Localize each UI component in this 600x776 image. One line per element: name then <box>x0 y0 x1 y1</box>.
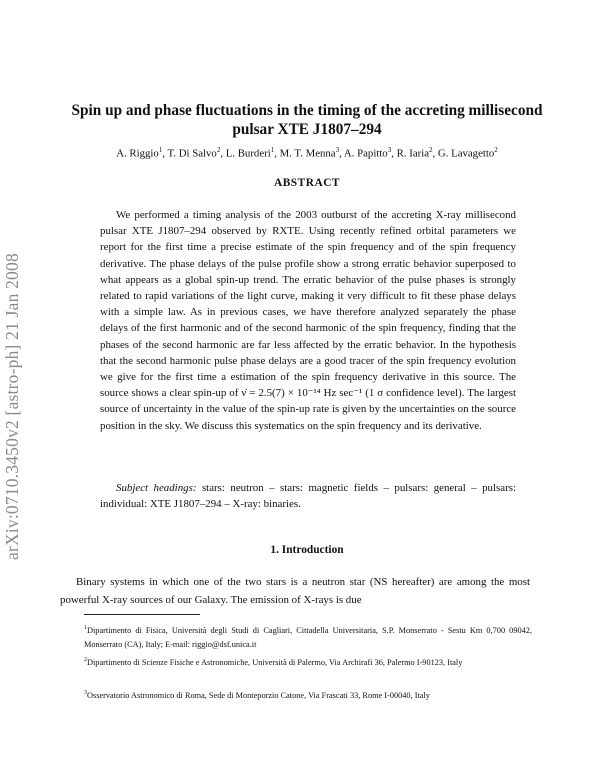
footnote-mark: 2 <box>84 657 87 663</box>
subject-headings-text: stars: neutron – stars: magnetic fields – pulsars: general – pulsars: individual: XTE J1807–294 – X-ray: binaries. <box>100 482 516 511</box>
author: T. Di Salvo <box>167 147 217 160</box>
footnote-mark: 3 <box>84 690 87 696</box>
abstract-heading: ABSTRACT <box>273 177 341 189</box>
author-affiliation-mark: 3 <box>335 146 340 154</box>
author-affiliation-mark: 1 <box>158 146 163 154</box>
author-affiliation-mark: 3 <box>387 146 392 154</box>
author: G. Lavagetto <box>437 147 495 160</box>
footnote-text: Dipartimento di Scienze Fisiche e Astronomiche, Università di Palermo, Via Archirafi 36, Palermo I-90123, Italy <box>87 657 463 667</box>
author: A. Papitto <box>343 147 388 160</box>
footnote-affiliation-3 <box>84 686 532 703</box>
subject-headings-label: Subject headings: <box>116 482 197 494</box>
author: M. T. Menna <box>279 147 336 160</box>
author: A. Riggio <box>116 147 159 160</box>
subject-headings <box>100 480 516 512</box>
author-affiliation-mark: 2 <box>216 146 221 154</box>
author-list: A. Riggio$^1$, T. Di Salvo$^2$, L. Burderi$^1$, M. T. Menna$^3$, A. Papitto$^3$, R. Iaria$^2$, G. Lavagetto$^2$ <box>116 146 498 160</box>
section-heading-introduction: 1. Introduction <box>270 544 344 556</box>
arxiv-identifier: arXiv:0710.3450v2 [astro-ph] 21 Jan 2008 <box>2 253 22 560</box>
footnote-divider <box>84 614 200 615</box>
footnote-text: Dipartimento di Fisica, Università degli Studi di Cagliari, Cittadella Universitaria, S.P. Monserrato - Sestu Km 0,700 09042, Monserrato (CA), Italy; E-mail: riggio@dsf.unica.it <box>84 625 532 649</box>
author-affiliation-mark: 2 <box>429 146 433 154</box>
author: L. Burderi <box>225 147 271 160</box>
paper-title: Spin up and phase fluctuations in the timing of the accreting millisecond pulsar XTE J1807–294 <box>71 102 543 138</box>
author-affiliation-mark: 2 <box>494 146 498 154</box>
abstract-text: We performed a timing analysis of the 2003 outburst of the accreting X-ray millisecond pulsar XTE J1807–294 observed by RXTE. Using recently refined orbital parameters we report for the first time a precise estimate of the spin frequency and of the spin frequency derivative. The phase delays of the pulse profile show a strong erratic behavior superposed to what appears as a global spin-up trend. The erratic behavior of the pulse phases is strongly related to rapid variations of the light curve, making it very difficult to fit these phase delays with a simple law. As in previous cases, we have therefore analyzed separately the phase delays of the first harmonic and of the second harmonic of the spin frequency, finding that the phases of the second harmonic are far less affected by the erratic behavior. In the hypothesis that the second harmonic pulse phase delays are a good tracer of the spin frequency evolution we give for the first time a estimation of the spin frequency derivative in this source. The source shows a clear spin-up of ν̇ = 2.5(7) × 10⁻¹⁴ Hz sec⁻¹ (1 σ confidence level). The largest source of uncertainty in the value of the spin-up rate is given by the uncertainties on the source position in the sky. We discuss this systematics on the spin frequency and its derivative. <box>100 209 516 432</box>
footnote-mark: 1 <box>84 625 87 631</box>
author: R. Iaria <box>396 147 429 160</box>
author-affiliation-mark: 1 <box>270 146 275 154</box>
introduction-text: Binary systems in which one of the two stars is a neutron star (NS hereafter) are among the most powerful X-ray sources of our Galaxy. The emission of X-rays is due <box>60 576 530 607</box>
footnote-text: Osservatorio Astronomico di Roma, Sede di Monteporzio Catone, Via Frascati 33, Rome I-00040, Italy <box>87 690 430 700</box>
footnote-affiliation-1 <box>84 621 532 652</box>
footnote-affiliation-2 <box>84 653 532 670</box>
